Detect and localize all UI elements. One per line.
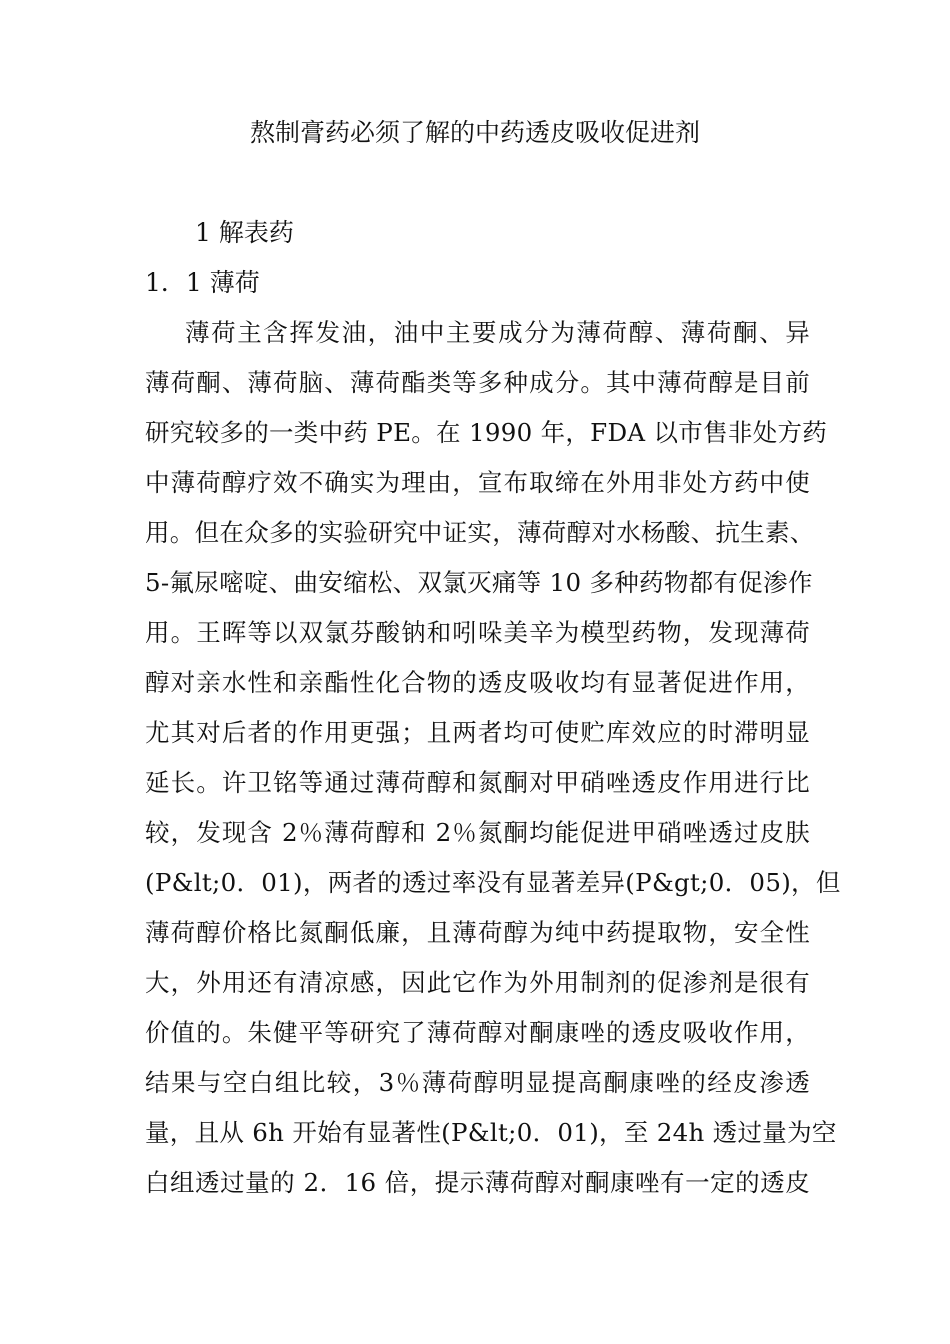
paragraph-line: 延长。许卫铭等通过薄荷醇和氮酮对甲硝唑透皮作用进行比	[145, 768, 810, 797]
paragraph-line: 薄荷酮、薄荷脑、薄荷酯类等多种成分。其中薄荷醇是目前	[145, 368, 810, 397]
paragraph-line: 白组透过量的 2．16 倍，提示薄荷醇对酮康唑有一定的透皮	[145, 1168, 810, 1197]
paragraph-line: 薄荷主含挥发油，油中主要成分为薄荷醇、薄荷酮、异	[185, 318, 810, 347]
paragraph-line: 5-氟尿嘧啶、曲安缩松、双氯灭痛等 10 多种药物都有促渗作	[145, 568, 813, 597]
paragraph-line: 结果与空白组比较，3％薄荷醇明显提高酮康唑的经皮渗透	[145, 1068, 810, 1097]
paragraph-line: 价值的。朱健平等研究了薄荷醇对酮康唑的透皮吸收作用，	[145, 1018, 810, 1047]
paragraph-line: 量，且从 6h 开始有显著性(P&lt;0．01)，至 24h 透过量为空	[145, 1118, 837, 1147]
paragraph-line: 薄荷醇价格比氮酮低廉，且薄荷醇为纯中药提取物，安全性	[145, 918, 810, 947]
paragraph-line: 较，发现含 2％薄荷醇和 2％氮酮均能促进甲硝唑透过皮肤	[145, 818, 810, 847]
body-paragraph	[145, 313, 841, 1213]
paragraph-line: 中薄荷醇疗效不确实为理由，宣布取缔在外用非处方药中使	[145, 468, 810, 497]
section-heading: 1 解表药	[195, 218, 294, 247]
paragraph-line: 尤其对后者的作用更强；且两者均可使贮库效应的时滞明显	[145, 718, 810, 747]
paragraph-line: 大，外用还有清凉感，因此它作为外用制剂的促渗剂是很有	[145, 968, 810, 997]
paragraph-line: (P&lt;0．01)，两者的透过率没有显著差异(P&gt;0．05)，但	[145, 868, 841, 897]
paragraph-line: 用。王晖等以双氯芬酸钠和吲哚美辛为模型药物，发现薄荷	[145, 618, 810, 647]
paragraph-line: 用。但在众多的实验研究中证实，薄荷醇对水杨酸、抗生素、	[145, 518, 815, 547]
subsection-heading: 1．1 薄荷	[145, 268, 260, 297]
document-title: 熬制膏药必须了解的中药透皮吸收促进剂	[249, 118, 700, 147]
paragraph-line: 研究较多的一类中药 PE。在 1990 年，FDA 以市售非处方药	[145, 418, 828, 447]
paragraph-line: 醇对亲水性和亲酯性化合物的透皮吸收均有显著促进作用，	[145, 668, 810, 697]
